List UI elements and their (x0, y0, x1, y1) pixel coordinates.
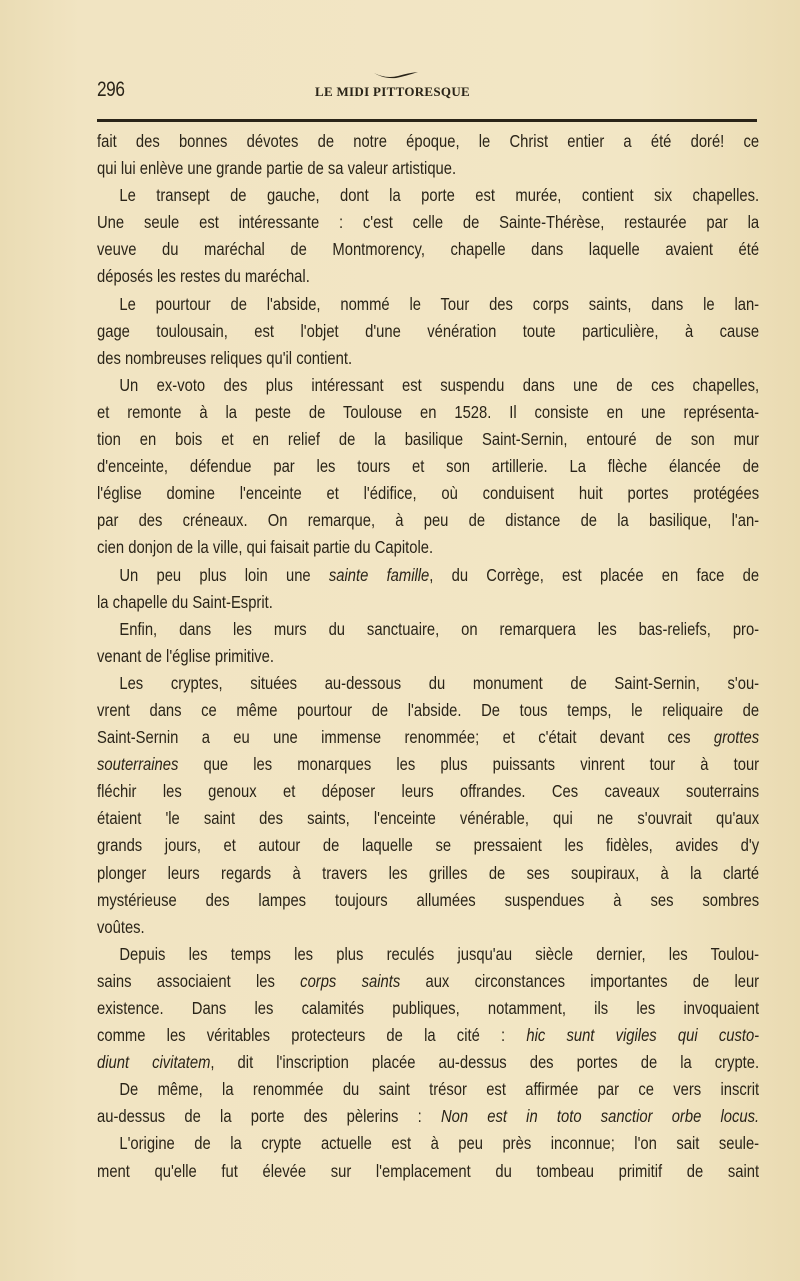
text-line: qui lui enlève une grande partie de sa valeur artistique. (97, 158, 457, 179)
text-line: sains associaient les corps saints aux circonstances importantes de leur (97, 970, 760, 991)
text-line: Enfin, dans les murs du sanctuaire, on remarquera les bas-reliefs, pro- (119, 618, 760, 639)
italic-phrase: diunt civitatem (97, 1052, 211, 1073)
text-line: Depuis les temps les plus reculés jusqu'au siècle dernier, les Toulou- (119, 943, 760, 964)
text-line: vrent dans ce même pourtour de l'abside. De tous temps, le reliquaire de (97, 699, 760, 720)
italic-phrase: sainte famille (328, 564, 430, 585)
italic-phrase: souterraines (97, 754, 179, 775)
text-line: la chapelle du Saint-Esprit. (97, 591, 273, 612)
italic-phrase: grottes (713, 727, 760, 748)
text-line: ment qu'elle fut élevée sur l'emplacement du tombeau primitif de saint (97, 1160, 760, 1181)
text-line: gage toulousain, est l'objet d'une vénération toute particulière, à cause (97, 320, 760, 341)
text-line: grands jours, et autour de laquelle se pressaient les fidèles, avides d'y (97, 835, 760, 856)
text-line: plonger leurs regards à travers les grilles de ses soupiraux, à la clarté (97, 862, 760, 883)
text-line: Saint-Sernin a eu une immense renommée; et c'était devant ces grottes (97, 727, 760, 748)
text-line: Une seule est intéressante : c'est celle de Sainte-Thérèse, restaurée par la (97, 212, 760, 233)
text-line: mystérieuse des lampes toujours allumées suspendues à ses sombres (97, 889, 760, 910)
page-number: 296 (97, 78, 125, 101)
text-line: L'origine de la crypte actuelle est à peu près inconnue; l'on sait seule- (119, 1133, 760, 1154)
running-title: LE MIDI PITTORESQUE (315, 84, 470, 99)
text-line: l'église domine l'enceinte et l'édifice, où conduisent huit portes protégées (97, 483, 760, 504)
text-line: déposés les restes du maréchal. (97, 266, 310, 287)
text-line: par des créneaux. On remarque, à peu de distance de la basilique, l'an- (97, 510, 760, 531)
text-line: veuve du maréchal de Montmorency, chapelle dans laquelle avaient été (97, 239, 760, 260)
text-line: Le transept de gauche, dont la porte est murée, contient six chapelles. (119, 185, 760, 206)
text-line: des nombreuses reliques qu'il contient. (97, 347, 353, 368)
text-line: étaient 'le saint des saints, l'enceinte vénérable, qui ne s'ouvrait qu'aux (97, 808, 760, 829)
text-line: d'enceinte, défendue par les tours et son artillerie. La flèche élancée de (97, 456, 760, 477)
text-line: diunt civitatem, dit l'inscription placée au-dessus des portes de la crypte. (97, 1052, 760, 1073)
text-line: tion en bois et en relief de la basilique Saint-Sernin, entouré de son mur (97, 429, 760, 450)
italic-phrase: hic sunt vigiles qui custo- (526, 1025, 760, 1046)
text-line: cien donjon de la ville, qui faisait partie du Capitole. (97, 537, 434, 558)
text-line: et remonte à la peste de Toulouse en 1528. Il consiste en une représenta- (97, 401, 760, 422)
text-line: Le pourtour de l'abside, nommé le Tour des corps saints, dans le lan- (119, 293, 760, 314)
text-line: Un ex-voto des plus intéressant est suspendu dans une de ces chapelles, (119, 374, 760, 395)
text-line: Les cryptes, situées au-dessous du monument de Saint-Sernin, s'ou- (119, 672, 760, 693)
text-line: De même, la renommée du saint trésor est affirmée par ce vers inscrit (119, 1079, 760, 1100)
text-line: Un peu plus loin une sainte famille, du Corrège, est placée en face de (119, 564, 760, 585)
text-line: venant de l'église primitive. (97, 645, 275, 666)
text-line: existence. Dans les calamités publiques, notamment, ils les invoquaient (97, 998, 760, 1018)
text-line: au-dessus de la porte des pèlerins : Non est in toto sanctior orbe locus. (97, 1106, 760, 1127)
text-line: comme les véritables protecteurs de la cité : hic sunt vigiles qui custo- (97, 1025, 760, 1046)
italic-phrase: corps saints (300, 970, 401, 991)
text-line: souterraines que les monarques les plus puissants vinrent tour à tour (97, 754, 760, 775)
italic-phrase: Non est in toto sanctior orbe locus. (440, 1106, 760, 1127)
text-line: fait des bonnes dévotes de notre époque, le Christ entier a été doré! ce (97, 131, 760, 151)
body-text (97, 128, 759, 1185)
text-line: voûtes. (97, 916, 145, 937)
text-line: fléchir les genoux et déposer leurs offrandes. Ces caveaux souterrains (97, 781, 760, 802)
page-header (97, 78, 757, 106)
header-rule (97, 119, 757, 122)
